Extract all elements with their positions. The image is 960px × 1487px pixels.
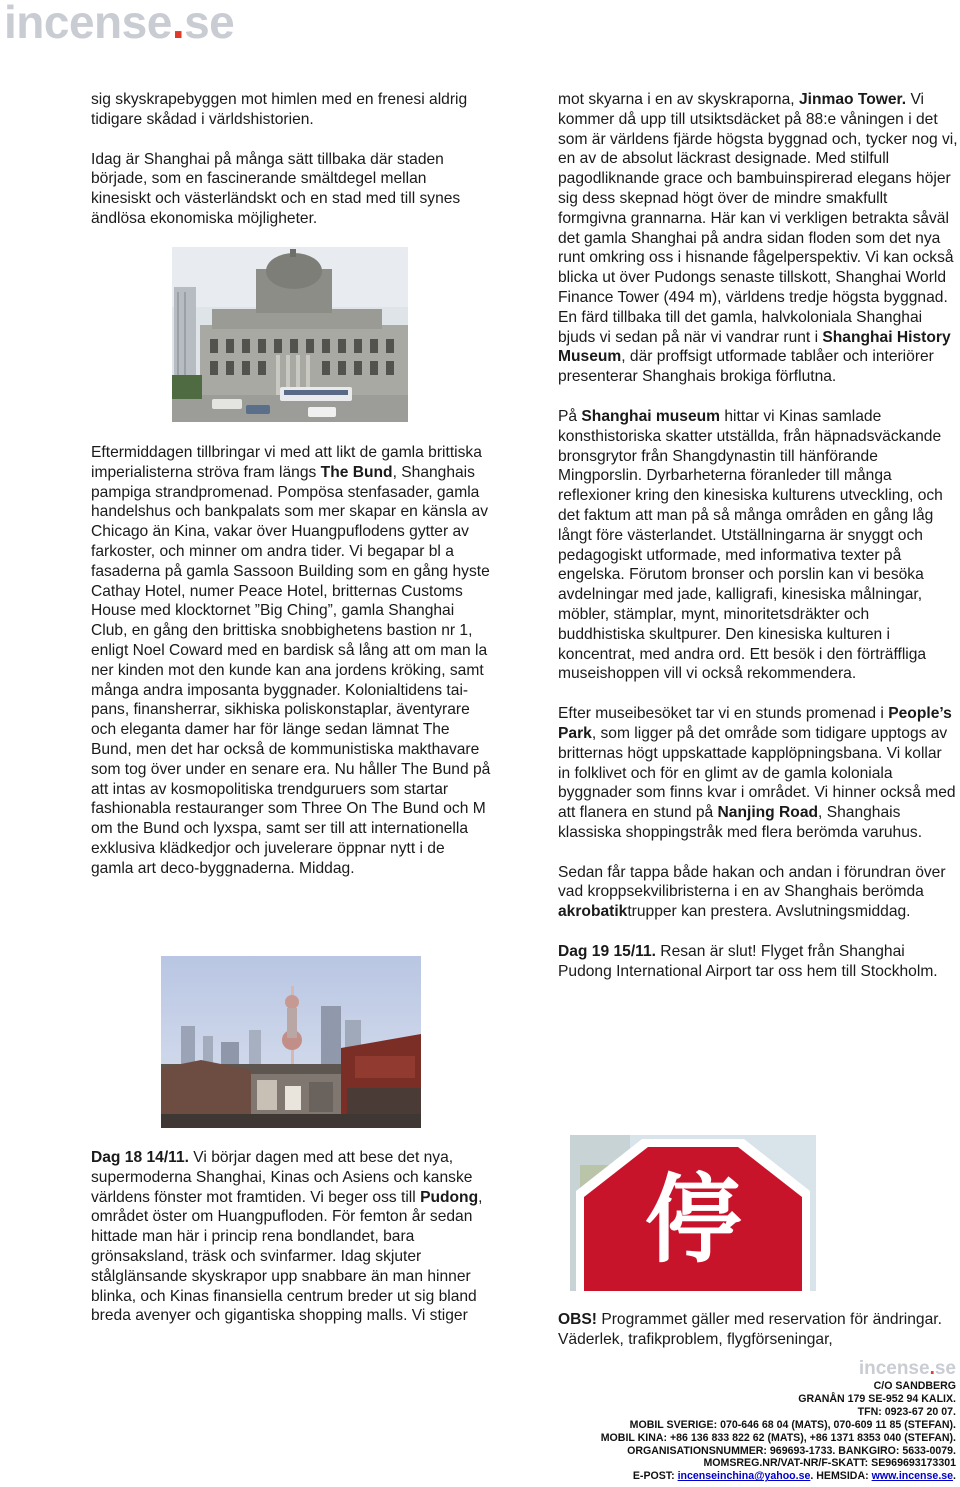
paragraph-shanghai-museum: På Shanghai museum hittar vi Kinas samlade konsthistoriska skatter utställda, från häpnadsväckande bronsgrytor från Shangdynastin till hänförande Mingporslin. Dyrbarheterna föranleder till många reflexioner kring den kinesiska kulturens utveckling, och det faktum att man på så många områden en gång låg långt före västerlandet. Utställningarna är snyggt och pedagogiskt utformade, med informativa texter på engelska. Förutom bronser och porslin kan vi besöka avdelningar med jade, kalligrafi, kinesiska målningar, möbler, stämplar, mynt, minoritetsdräkter och buddhistiska skultpurer. Den kinesiska kulturen i koncentrat, med andra ord. Ett besök i den förträffliga museishoppen vill vi också rekommendera. <box>558 407 943 683</box>
email-link[interactable]: incenseinchina@yahoo.se <box>677 1470 811 1483</box>
site-logo: incense.se <box>4 0 235 48</box>
right-column-obs <box>558 1310 958 1350</box>
pudong-skyline-photo <box>161 956 421 1128</box>
paragraph-shanghai-today: Idag är Shanghai på många sätt tillbaka där staden började, som en fascinerande smältdegel mellan kinesiskt och västerländskt och en stad med till synes ändlösa ekonomiska möjligheter. <box>91 150 461 227</box>
footer-mobile-china: MOBIL KINA: +86 136 833 822 62 (MATS), +86 1371 8353 040 (STEFAN). <box>600 1431 956 1444</box>
stop-sign-character: 停 <box>645 1164 741 1276</box>
footer-phone: TFN: 0923-67 20 07. <box>857 1405 956 1418</box>
paragraph-peoples-park: Efter museibesöket tar vi en stunds promenad i People’s Park, som ligger på det område som tidigare upptogs av britternas högt uppskattade kapplöpningsbana. Vi kollar in folklivet och för en glimt av de gamla koloniala byggnader som finns kvar i området. Vi hinner också med att flanera en stund på Nanjing Road, Shanghais klassiska shoppingstråk med flera berömda varuhus. <box>558 705 956 841</box>
paragraph-acrobatics: Sedan får tappa både hakan och andan i förundran över vad kroppsekvilibristerna i en av Shanghais berömda akrobatiktrupper kan prestera. Avslutningsmiddag. <box>558 863 946 921</box>
bund-building-photo <box>172 247 408 422</box>
website-link[interactable]: www.incense.se <box>871 1470 954 1483</box>
paragraph-day-18: Dag 18 14/11. Vi börjar dagen med att bese det nya, supermoderna Shanghai, Kinas och Asiens och kanske världens fönster mot framtiden. Vi beger oss till Pudong, området öster om Huangpufloden. För femton år sedan hittade man här i princip rena bondlandet, bara grönsaksland, träsk och svinfarmer. Idag skjuter stålglänsande skyskrapor upp snabbare än man hinner blinka, och Kinas finansiella centrum breder ut sig bland breda avenyer och gigantiska shopping malls. Vi stiger <box>91 1149 483 1325</box>
right-column <box>558 90 958 982</box>
footer-contact <box>516 1358 956 1483</box>
paragraph-the-bund: Eftermiddagen tillbringar vi med att likt de gamla brittiska imperialisterna ströva fram längs The Bund, Shanghais pampiga strandpromenad. Pompösa stenfasader, gamla handelshus och bankpalats som mer skapar en känsla av Chicago än Kina, vakar över Huangpuflodens gytter av farkoster, och minner om andra tider. Vi begapar bl a fasaderna på gamla Sassoon Building som en gång hyste Cathay Hotel, numer Peace Hotel, britternas Customs House med klocktornet ”Big Ching”, gamla Shanghai Club, en gång den brittiska snobbighetens bastion nr 1, enligt Noel Coward med en bardisk så lång att om man la ner kinden mot den kunde kan ana jordens kröking, samt många andra imposanta byggnader. Kolonialtidens tai-pans, finansherrar, sikhiska poliskonstaplar, äventyrare och eleganta damer har för länge sedan lämnat The Bund, men det har också de kommunistiska makthavare som tog över under en senare era. Nu håller The Bund på att intas av kosmopolitiska trendguruers som startar fashionabla restauranger som Three On The Bund och M om the Bund och lyxspa, samt ser till att internationella exklusiva klädkedjor och juvelerare öppnar nytt i de gamla art deco-byggnaderna. Middag. <box>91 444 491 877</box>
paragraph-obs: OBS! Programmet gäller med reservation för ändringar. Väderlek, trafikproblem, flygförseningar, <box>558 1311 942 1348</box>
footer-contact-line: E-POST: incenseinchina@yahoo.se. HEMSIDA: www.incense.se. <box>632 1470 956 1483</box>
footer-mobile-sweden: MOBIL SVERIGE: 070-646 68 04 (MATS), 070-609 11 85 (STEFAN). <box>629 1418 956 1431</box>
paragraph-intro-end: sig skyskrapebyggen mot himlen med en frenesi aldrig tidigare skådad i världshistorien. <box>91 91 468 128</box>
left-column-bund <box>91 443 491 879</box>
footer-address: GRANÅN 179 SE-952 94 KALIX. <box>798 1392 956 1405</box>
chinese-stop-sign-photo <box>570 1135 816 1291</box>
left-column-day18 <box>91 1148 491 1326</box>
left-column-top <box>91 90 481 229</box>
paragraph-jinmao: mot skyarna i en av skyskraporna, Jinmao Tower. Vi kommer då upp till utsiktsdäcket på 88:e våningen i det som är världens fjärde högsta byggnad och, tycker nog vi, en av de absolut läckrast designade. Med stilfull pagodliknande grace och bambuinspirerad elegans höjer sig dess skepnad högt över de mindre smakfullt formgivna grannarna. Här kan vi verkligen betrakta såväl det gamla Shanghai på andra sidan floden som det nya runt omkring oss i hisnande fågelperspektiv. Vi kan också blicka ut över Pudongs senaste tillskott, Shanghai World Finance Tower (494 m), världens tredje högsta byggnad. En färd tillbaka till det gamla, halvkoloniala Shanghai bjuds vi sedan på när vi vandrar runt i Shanghai History Museum, där proffsigt utformade tablåer och interiörer presenterar Shanghais brokiga förflutna. <box>558 91 958 386</box>
footer-org-number: ORGANISATIONSNUMMER: 969693-1733. BANKGIRO: 5633-0079. <box>627 1444 956 1457</box>
footer-vat: MOMSREG.NR/VAT-NR/F-SKATT: SE969693173301 <box>703 1457 956 1470</box>
paragraph-day-19: Dag 19 15/11. Resan är slut! Flyget från Shanghai Pudong International Airport tar oss hem till Stockholm. <box>558 943 938 980</box>
footer-co: C/O SANDBERG <box>873 1380 956 1392</box>
footer-logo: incense.se <box>858 1358 956 1379</box>
